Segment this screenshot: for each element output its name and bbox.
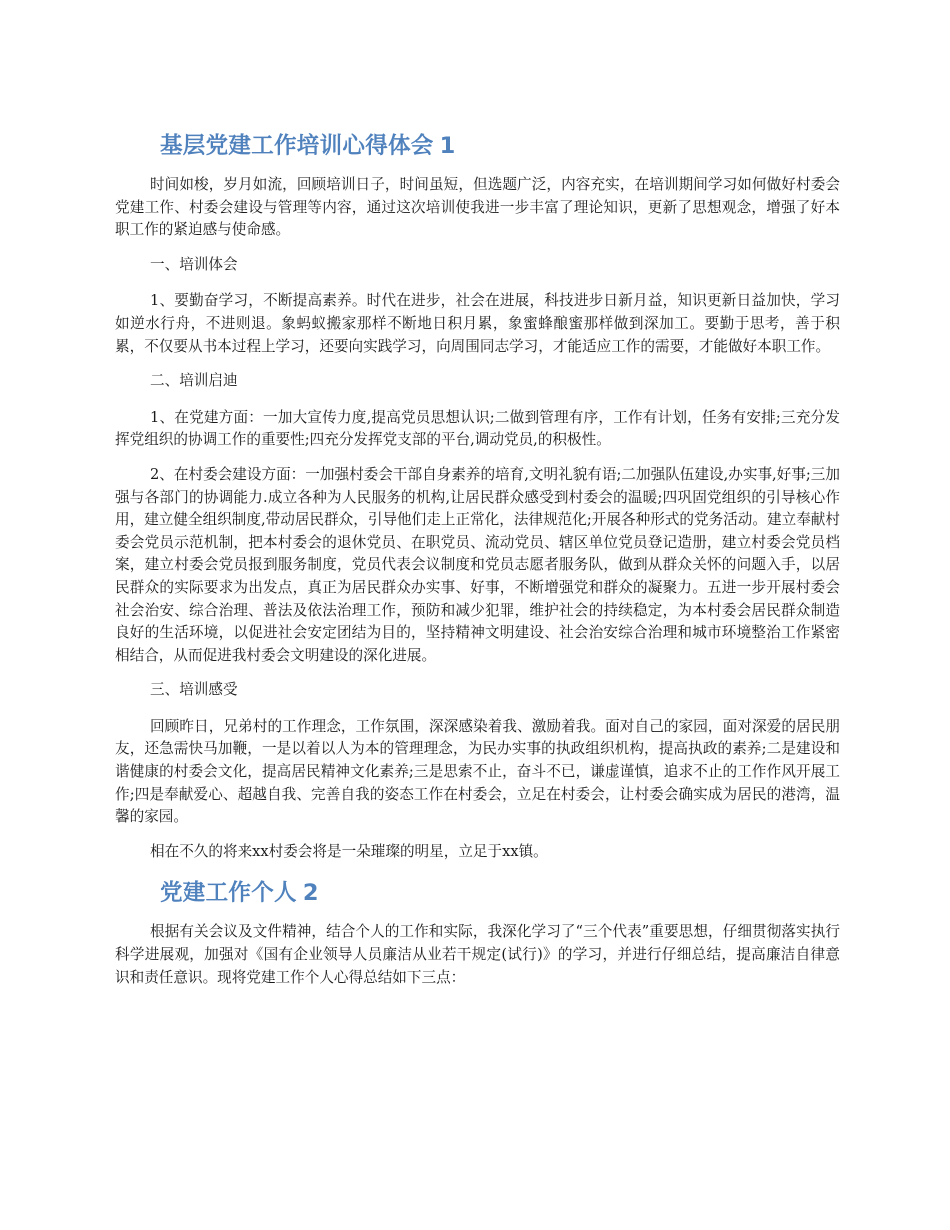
document-page	[115, 118, 840, 1001]
paragraph: 时间如梭，岁月如流，回顾培训日子，时间虽短，但选题广泛，内容充实，在培训期间学习如何做好村委会党建工作、村委会建设与管理等内容，通过这次培训使我进一步丰富了理论知识，更新了思想观念，增强了好本职工作的紧迫感与使命感。	[115, 176, 840, 239]
paragraph: 2、在村委会建设方面：一加强村委会干部自身素养的培育,文明礼貌有语;二加强队伍建设,办实事,好事;三加强与各部门的协调能力.成立各种为人民服务的机构,让居民群众感受到村委会的温暖;四巩固党组织的引导核心作用，建立健全组织制度,带动居民群众，引导他们走上正常化，法律规范化;开展各种形式的党务活动。建立奉献村委会党员示范机制，把本村委会的退休党员、在职党员、流动党员、辖区单位党员登记造册，建立村委会党员档案，建立村委会党员报到服务制度，党员代表会议制度和党员志愿者服务队，做到从群众关怀的问题入手，以居民群众的实际要求为出发点，真正为居民群众办实事、好事，不断增强党和群众的凝聚力。五进一步开展村委会社会治安、综合治理、普法及依法治理工作，预防和减少犯罪，维护社会的持续稳定，为本村委会居民群众制造良好的生活环境，以促进社会安定团结为目的，坚持精神文明建设、社会治安综合治理和城市环境整治工作紧密相结合，从而促进我村委会文明建设的深化进展。	[115, 465, 840, 664]
paragraph: 回顾昨日，兄弟村的工作理念，工作氛围，深深感染着我、激励着我。面对自己的家园，面对深爱的居民朋友，还急需快马加鞭，一是以着以人为本的管理理念，为民办实事的执政组织机构，提高执政的素养;二是建设和谐健康的村委会文化，提高居民精神文化素养;三是思索不止，奋斗不已，谦虚谨慎，追求不止的工作作风开展工作;四是奉献爱心、超越自我、完善自我的姿态工作在村委会，立足在村委会，让村委会确实成为居民的港湾，温馨的家园。	[115, 717, 840, 826]
paragraph: 1、要勤奋学习，不断提高素养。时代在进步，社会在进展，科技进步日新月益，知识更新日益加快，学习如逆水行舟，不进则退。象蚂蚁搬家那样不断地日积月累，象蜜蜂酿蜜那样做到深加工。要勤于思考，善于积累，不仅要从书本过程上学习，还要向实践学习，向周围同志学习，才能适应工作的需要，才能做好本职工作。	[115, 292, 840, 355]
paragraph: 1、在党建方面：一加大宣传力度,提高党员思想认识;二做到管理有序，工作有计划，任务有安排;三充分发挥党组织的协调工作的重要性;四充分发挥党支部的平台,调动党员,的积极性。	[115, 408, 840, 449]
section-2-title-text: 党建工作个人	[160, 880, 297, 907]
section-1-title-text: 基层党建工作培训心得体会	[160, 133, 434, 159]
paragraph: 根据有关会议及文件精神，结合个人的工作和实际，我深化学习了“三个代表”重要思想，仔细贯彻落实执行科学进展观，加强对《国有企业领导人员廉洁从业若干规定(试行)》的学习，并进行仔细总结，提高廉洁自律意识和责任意识。现将党建工作个人心得总结如下三点：	[115, 923, 840, 986]
section-2-title	[160, 875, 840, 907]
paragraph: 相在不久的将来xx村委会将是一朵璀璨的明星，立足于xx镇。	[150, 842, 548, 860]
subheading: 三、培训感受	[150, 681, 238, 699]
section-1-number: 1	[439, 133, 456, 159]
section-1-title	[160, 128, 840, 160]
subheading: 一、培训体会	[150, 255, 238, 273]
subheading: 二、培训启迪	[150, 372, 238, 390]
section-2-number: 2	[302, 880, 319, 907]
